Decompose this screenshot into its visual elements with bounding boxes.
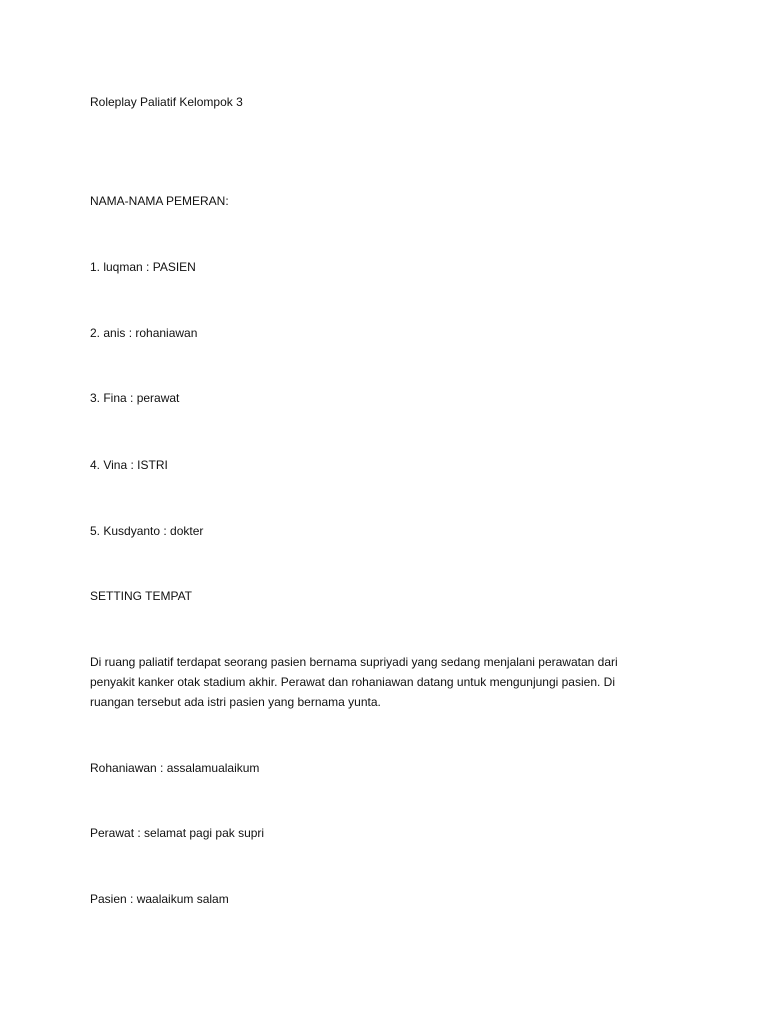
cast-heading: NAMA-NAMA PEMERAN: bbox=[90, 194, 229, 208]
setting-heading: SETTING TEMPAT bbox=[90, 589, 193, 603]
setting-line: ruangan tersebut ada istri pasien yang bernama yunta. bbox=[90, 695, 381, 709]
dialogue-line-patient: Pasien : waalaikum salam bbox=[90, 892, 229, 906]
cast-item-wife: 4. Vina : ISTRI bbox=[90, 458, 168, 472]
setting-line: penyakit kanker otak stadium akhir. Perawat dan rohaniawan datang untuk mengunjungi pasien. Di bbox=[90, 675, 615, 689]
setting-line: Di ruang paliatif terdapat seorang pasien bernama supriyadi yang sedang menjalani perawatan dari bbox=[90, 655, 618, 669]
cast-item-nurse: 3. Fina : perawat bbox=[90, 391, 180, 405]
dialogue-line-chaplain: Rohaniawan : assalamualaikum bbox=[90, 761, 260, 775]
cast-item-patient: 1. luqman : PASIEN bbox=[90, 260, 196, 274]
setting-paragraph bbox=[90, 652, 670, 712]
document-title: Roleplay Paliatif Kelompok 3 bbox=[90, 95, 243, 109]
dialogue-line-nurse: Perawat : selamat pagi pak supri bbox=[90, 826, 265, 840]
cast-item-chaplain: 2. anis : rohaniawan bbox=[90, 326, 198, 340]
cast-item-doctor: 5. Kusdyanto : dokter bbox=[90, 524, 204, 538]
